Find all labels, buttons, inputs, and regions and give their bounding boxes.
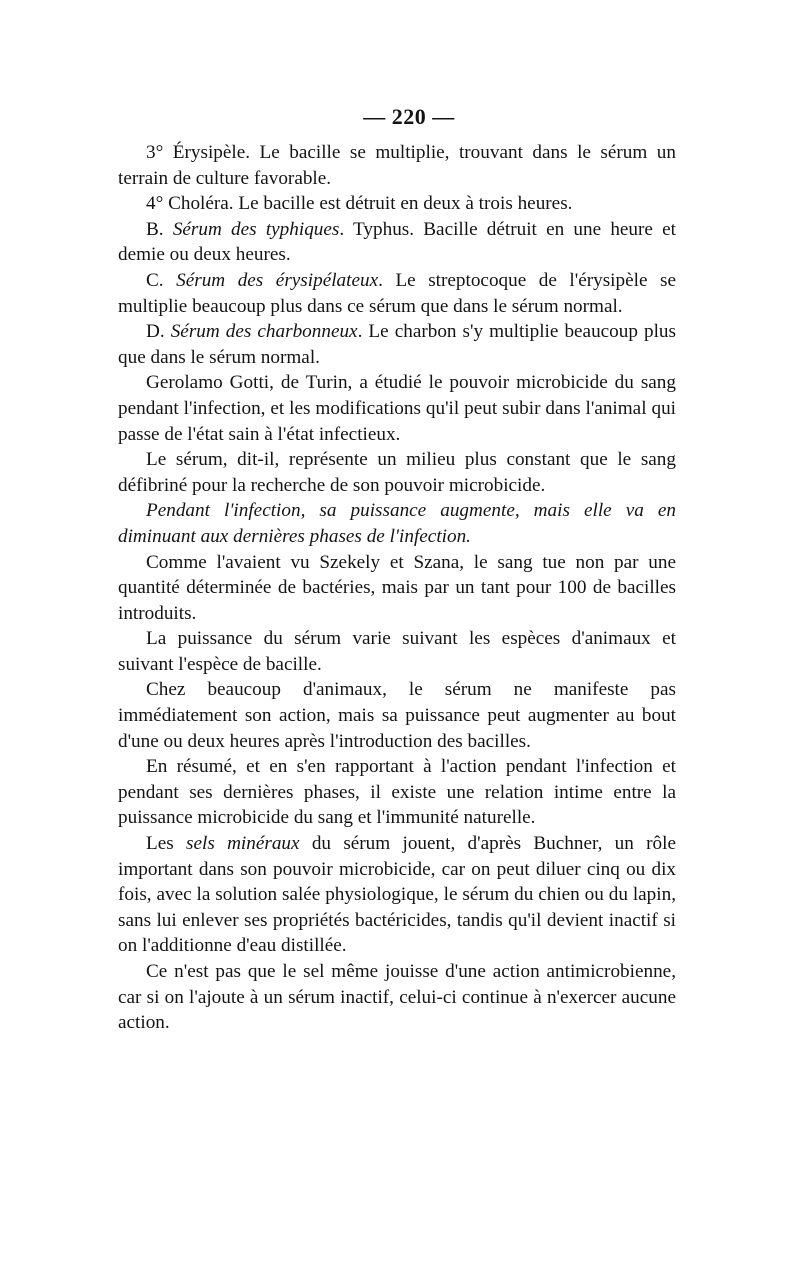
text-run: En résumé, et en s'en rapportant à l'action pendant l'infection et pendant ses dernières phases, il existe une relation intime entre la puissance microbicide du sang et l'immunité naturelle. xyxy=(118,756,676,829)
text-run: B. xyxy=(146,218,173,240)
paragraph xyxy=(118,831,676,959)
italic-text: Sérum des typhiques xyxy=(172,218,340,240)
book-page xyxy=(118,104,676,1036)
text-run: 4° Choléra. Le bacille est détruit en deux à trois heures. xyxy=(146,193,573,215)
paragraph xyxy=(118,959,676,1036)
page-number: — 220 — xyxy=(363,104,455,129)
text-run: Gerolamo Gotti, de Turin, a étudié le pouvoir microbicide du sang pendant l'infection, et les modifications qu'il peut subir dans l'animal qui passe de l'état sain à l'état infectieux. xyxy=(118,372,676,445)
text-run: . Le charbon s'y multiplie beaucoup plus que dans le sérum normal. xyxy=(118,321,676,368)
text-run: . Le streptocoque de l'érysipèle se multiplie beaucoup plus dans ce sérum que dans le sérum normal. xyxy=(118,269,676,317)
paragraph xyxy=(118,268,676,319)
text-run: Chez beaucoup d'animaux, le sérum ne manifeste pas immédiatement son action, mais sa puissance peut augmenter au bout d'une ou deux heures après l'introduction des bacilles. xyxy=(118,679,676,752)
body-text xyxy=(118,140,676,1036)
paragraph xyxy=(118,447,676,498)
paragraph xyxy=(118,754,676,831)
text-run: La puissance du sérum varie suivant les espèces d'animaux et suivant l'espèce de bacille. xyxy=(118,628,676,675)
text-run: C. xyxy=(146,269,177,291)
paragraph xyxy=(118,550,676,627)
italic-text: Sérum des érysipélateux xyxy=(176,269,379,291)
italic-text: Sérum des charbonneux xyxy=(170,321,358,343)
paragraph xyxy=(118,217,676,268)
italic-text: sels minéraux xyxy=(186,833,300,855)
paragraph xyxy=(118,370,676,447)
paragraph xyxy=(118,626,676,677)
italic-text: Pendant l'infection, sa puissance augmente, mais elle va en diminuant aux dernières phases de l'infection. xyxy=(118,500,676,547)
paragraph xyxy=(118,677,676,754)
text-run: D. xyxy=(146,321,171,343)
paragraph xyxy=(118,140,676,191)
text-run: Les xyxy=(146,833,186,855)
paragraph xyxy=(118,319,676,370)
text-run: du sérum jouent, d'après Buchner, un rôle important dans son pouvoir microbicide, car on peut diluer cinq ou dix fois, avec la solution salée physiologique, le sérum du chien ou du lapin, sans lui enlever ses propriétés bactéricides, tandis qu'il devient inactif si on l'additionne d'eau distillée. xyxy=(118,833,676,957)
text-run: Ce n'est pas que le sel même jouisse d'une action antimicrobienne, car si on l'ajoute à un sérum inactif, celui-ci continue à n'exercer aucune action. xyxy=(118,961,676,1034)
text-run: . Typhus. Bacille détruit en une heure et demie ou deux heures. xyxy=(118,218,676,266)
text-run: 3° Érysipèle. Le bacille se multiplie, trouvant dans le sérum un terrain de culture favorable. xyxy=(118,142,676,189)
text-run: Comme l'avaient vu Szekely et Szana, le sang tue non par une quantité déterminée de bactéries, mais par un tant pour 100 de bacilles introduits. xyxy=(118,551,676,624)
paragraph xyxy=(118,191,676,217)
paragraph xyxy=(118,498,676,549)
text-run: Le sérum, dit-il, représente un milieu plus constant que le sang défibriné pour la recherche de son pouvoir microbicide. xyxy=(118,449,676,496)
